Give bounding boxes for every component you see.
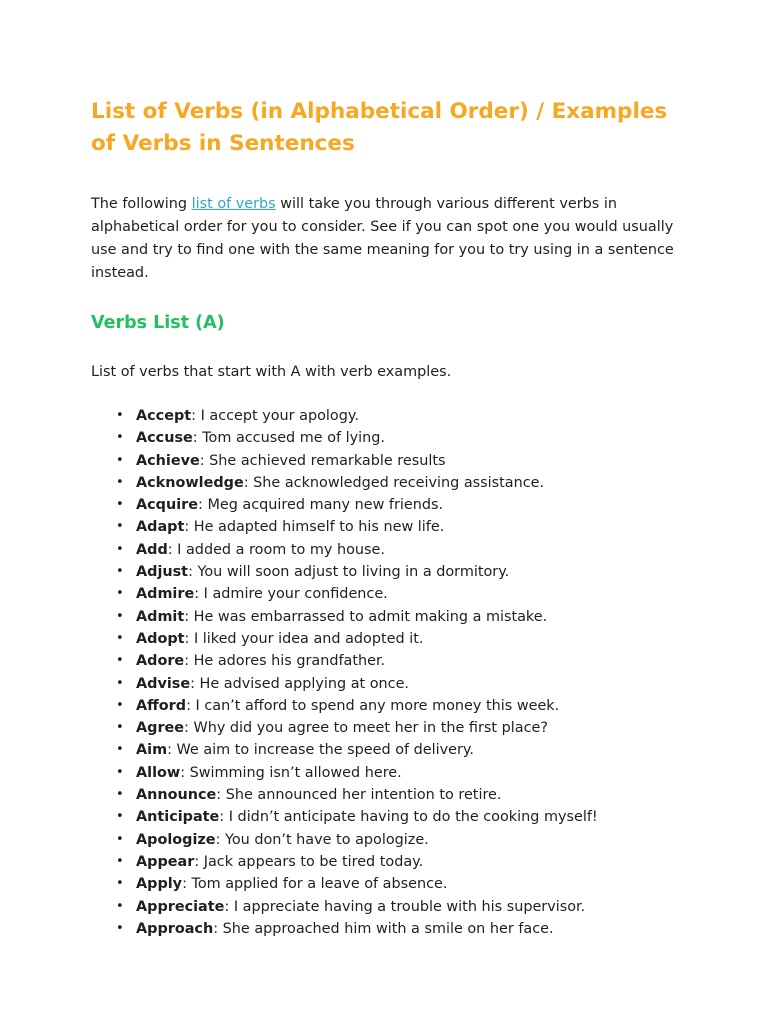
- bullet-icon: •: [116, 809, 124, 825]
- list-item: [91, 873, 680, 895]
- verb-example: : I can’t afford to spend any more money this week.: [186, 697, 560, 714]
- verb-word: Adore: [136, 653, 185, 670]
- list-of-verbs-link[interactable]: list of verbs: [191, 196, 276, 212]
- verb-word: Acquire: [136, 497, 199, 514]
- verb-example: : Meg acquired many new friends.: [198, 497, 444, 514]
- bullet-icon: •: [116, 564, 124, 580]
- verb-word: Appreciate: [136, 898, 225, 915]
- bullet-icon: •: [116, 675, 124, 691]
- list-item: [91, 628, 680, 650]
- verb-word: Anticipate: [136, 809, 220, 826]
- list-item: [91, 494, 680, 516]
- verb-example: : She approached him with a smile on her face.: [213, 920, 554, 937]
- list-item: [91, 427, 680, 449]
- list-item: [91, 896, 680, 918]
- verb-example: : Jack appears to be tired today.: [194, 853, 424, 870]
- list-item: [91, 918, 680, 940]
- verb-example: : I didn’t anticipate having to do the cooking myself!: [219, 809, 598, 826]
- verb-example: : I accept your apology.: [191, 408, 359, 424]
- bullet-icon: •: [116, 720, 124, 736]
- verb-word: Adapt: [136, 519, 185, 536]
- verb-example: : Tom accused me of lying.: [192, 430, 386, 447]
- bullet-icon: •: [116, 541, 124, 557]
- page-title: List of Verbs (in Alphabetical Order) / Examples of Verbs in Sentences: [91, 99, 668, 156]
- bullet-icon: •: [116, 653, 124, 669]
- verb-word: Adjust: [136, 564, 189, 581]
- list-item: [91, 450, 680, 472]
- bullet-icon: •: [116, 408, 124, 423]
- bullet-icon: •: [116, 452, 124, 468]
- verb-example: : You don’t have to apologize.: [215, 831, 429, 848]
- verb-word: Admire: [136, 586, 195, 603]
- list-item: [91, 472, 680, 494]
- bullet-icon: •: [116, 497, 124, 513]
- verb-word: Aim: [136, 742, 168, 759]
- verb-word: Accept: [136, 408, 192, 424]
- list-item: [91, 806, 680, 828]
- verb-word: Appear: [136, 853, 195, 870]
- bullet-icon: •: [116, 586, 124, 602]
- verb-word: Afford: [136, 697, 187, 714]
- verb-example: : I appreciate having a trouble with his supervisor.: [224, 898, 586, 915]
- verb-word: Approach: [136, 920, 214, 937]
- bullet-icon: •: [116, 764, 124, 780]
- verb-word: Apologize: [136, 831, 216, 848]
- bullet-icon: •: [116, 742, 124, 758]
- verb-example: : She achieved remarkable results: [199, 452, 446, 469]
- verb-example: : He adores his grandfather.: [184, 653, 386, 670]
- list-item: [91, 717, 680, 739]
- verb-example: : Why did you agree to meet her in the first place?: [184, 720, 548, 737]
- list-item: [91, 405, 680, 427]
- list-item: [91, 739, 680, 761]
- verb-word: Admit: [136, 608, 185, 625]
- list-item: [91, 650, 680, 672]
- verb-list: [91, 405, 680, 940]
- verb-word: Agree: [136, 720, 185, 737]
- verb-example: : We aim to increase the speed of delivery.: [167, 742, 474, 759]
- verb-example: : He was embarrassed to admit making a mistake.: [184, 608, 548, 625]
- list-item: [91, 561, 680, 583]
- verb-word: Allow: [136, 764, 181, 781]
- list-item: [91, 516, 680, 538]
- verb-example: : You will soon adjust to living in a dormitory.: [188, 564, 510, 581]
- bullet-icon: •: [116, 876, 124, 892]
- intro-paragraph: [91, 193, 680, 285]
- verb-word: Acknowledge: [136, 474, 244, 491]
- list-item: [91, 829, 680, 851]
- bullet-icon: •: [116, 853, 124, 869]
- bullet-icon: •: [116, 920, 124, 936]
- bullet-icon: •: [116, 787, 124, 803]
- verb-word: Add: [136, 541, 168, 558]
- verb-example: : She announced her intention to retire.: [216, 787, 502, 804]
- bullet-icon: •: [116, 430, 124, 446]
- bullet-icon: •: [116, 474, 124, 490]
- list-item: [91, 606, 680, 628]
- verb-word: Announce: [136, 787, 217, 804]
- list-item: [91, 851, 680, 873]
- list-item: [91, 583, 680, 605]
- verb-word: Apply: [136, 876, 183, 893]
- bullet-icon: •: [116, 898, 124, 914]
- verb-example: : He advised applying at once.: [190, 675, 410, 692]
- verb-example: : He adapted himself to his new life.: [184, 519, 445, 536]
- verb-example: : She acknowledged receiving assistance.: [243, 474, 545, 491]
- bullet-icon: •: [116, 519, 124, 535]
- list-item: [91, 695, 680, 717]
- list-item: [91, 784, 680, 806]
- section-lead: List of verbs that start with A with verb examples.: [91, 364, 452, 380]
- verb-word: Adopt: [136, 630, 185, 647]
- list-item: [91, 673, 680, 695]
- intro-text-after-link: will take you through various different verbs in alphabetical order for you to consider. See if you can spot one you would usually use and try to find one with the same meaning for you to try using in a sentence instead.: [91, 196, 674, 281]
- bullet-icon: •: [116, 608, 124, 624]
- bullet-icon: •: [116, 831, 124, 847]
- verb-example: : Swimming isn’t allowed here.: [180, 764, 402, 781]
- verb-word: Advise: [136, 675, 191, 692]
- section-heading: Verbs List (A): [91, 313, 225, 333]
- bullet-icon: •: [116, 697, 124, 713]
- bullet-icon: •: [116, 630, 124, 646]
- intro-text-before-link: The following: [91, 196, 192, 212]
- verb-example: : I added a room to my house.: [167, 541, 385, 558]
- list-item: [91, 762, 680, 784]
- verb-example: : I liked your idea and adopted it.: [184, 630, 424, 647]
- verb-example: : I admire your confidence.: [194, 586, 388, 603]
- verb-word: Achieve: [136, 452, 200, 469]
- verb-word: Accuse: [136, 430, 193, 447]
- list-item: [91, 539, 680, 561]
- verb-example: : Tom applied for a leave of absence.: [182, 876, 448, 893]
